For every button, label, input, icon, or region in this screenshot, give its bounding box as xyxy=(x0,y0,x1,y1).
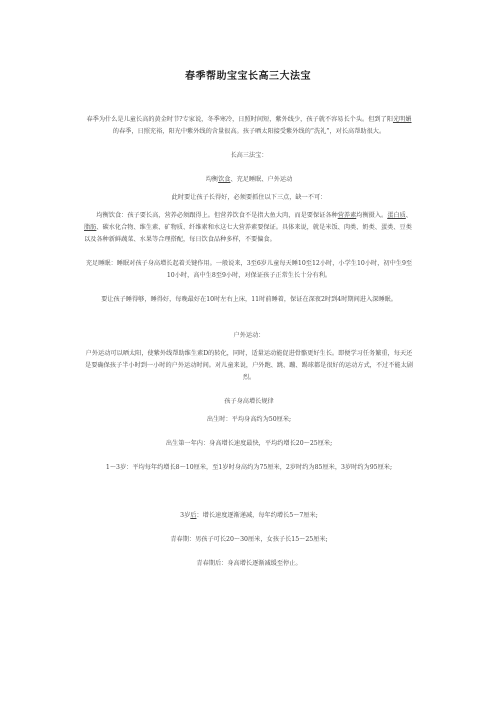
growth-first-year: 出生第一年内：身高增长速度最快，平均约增长20～25厘米; xyxy=(165,440,333,447)
after-three-text-end: ：增长速度逐渐递减，每年约增长5～7厘米; xyxy=(196,512,318,519)
sleep-paragraph-1: 充足睡眠：睡眠对孩子身高增长起着关键作用。一般说来，3至6岁儿童每天睡10至12小时，小学生10小时，初中生9至10小时，高中生8至9小时，对保证孩子正常生长十分有利。 xyxy=(85,260,413,279)
outdoor-heading: 户外运动： xyxy=(233,332,265,339)
methods-text-start: 均衡 xyxy=(205,176,219,183)
diet-link-nutrients[interactable]: 营养素 xyxy=(337,212,357,219)
growth-puberty: 青春期：男孩子可长20～30厘米，女孩子长15～25厘米; xyxy=(170,536,328,543)
growth-after-three xyxy=(84,510,414,522)
sleep-paragraph-2: 要让孩子睡得够，睡得好，每晚最好在10时左右上床，11时前睡着，保证在深夜2时到4时期间进入深睡眠。 xyxy=(101,296,397,303)
growth-one-to-three: 1～3岁：平均每年约增长8～10厘米，至1岁时身高约为75厘米，2岁时约为85厘米，3岁时约为95厘米; xyxy=(105,464,393,471)
growth-birth: 出生时：平均身高约为50厘米; xyxy=(206,416,292,423)
diet-paragraph xyxy=(84,210,414,246)
diet-link-fat[interactable]: 脂肪 xyxy=(84,224,97,231)
growth-heading: 孩子身高增长规律 xyxy=(224,398,274,405)
after-three-link[interactable]: 后 xyxy=(190,512,197,519)
methods-line xyxy=(84,174,414,186)
diet-text-4: 、碳水化合物、维生素、矿物质、纤维素和水这七大营养素要保证。具体来说，就是米饭、肉类、奶类、蛋类、豆类以及各种新鲜蔬菜、水果等合理搭配，每日饮食品种多样，不要偏食。 xyxy=(84,224,412,243)
methods-link-diet[interactable]: 饮食 xyxy=(218,176,231,183)
methods-heading: 长高三法宝： xyxy=(230,152,268,159)
diet-text-3: 、 xyxy=(405,212,412,219)
diet-link-protein[interactable]: 蛋白质 xyxy=(387,212,406,219)
intro-text-start: 春季为什么是儿童长高的黄金时节?专家说，冬季寒冷，日照时间短，紫外线少，孩子就不容易长个头。但到了阳 xyxy=(86,116,393,123)
must-line: 此时要让孩子长得好，必须要抓住以下三点，缺一不可： xyxy=(171,194,327,201)
diet-text-2: 均衡摄入。 xyxy=(356,212,388,219)
growth-after-puberty: 青春期后：身高增长逐渐减缓至停止。 xyxy=(196,560,302,567)
document-title: 春季帮助宝宝长高三大法宝 xyxy=(185,71,311,82)
methods-text-end: 、充足睡眠、户外运动 xyxy=(230,176,293,183)
intro-paragraph xyxy=(84,114,414,138)
intro-text-end: 的春季，日照充裕，阳光中紫外线的含量很高。孩子晒太阳接受紫外线的“洗礼”，对长高帮助很大。 xyxy=(112,128,386,135)
after-three-text-start: 3岁 xyxy=(180,512,191,519)
diet-text-1: 均衡饮食：孩子要长高，营养必须跟得上。但营养饮食不是指大鱼大肉，而是要保证各种 xyxy=(96,212,338,219)
outdoor-paragraph: 户外运动可以晒太阳，使紫外线帮助维生素D的转化，同时，适量运动能促进骨骼更好生长。即便学习任务繁重，每天还是要确保孩子半小时到一小时的户外运动时间。对儿童来说，户外跑、跳、蹦、踢球都是很好的运动方式，不过不能太剧烈。 xyxy=(85,350,413,381)
intro-link-sunny[interactable]: 光明媚 xyxy=(392,116,412,123)
